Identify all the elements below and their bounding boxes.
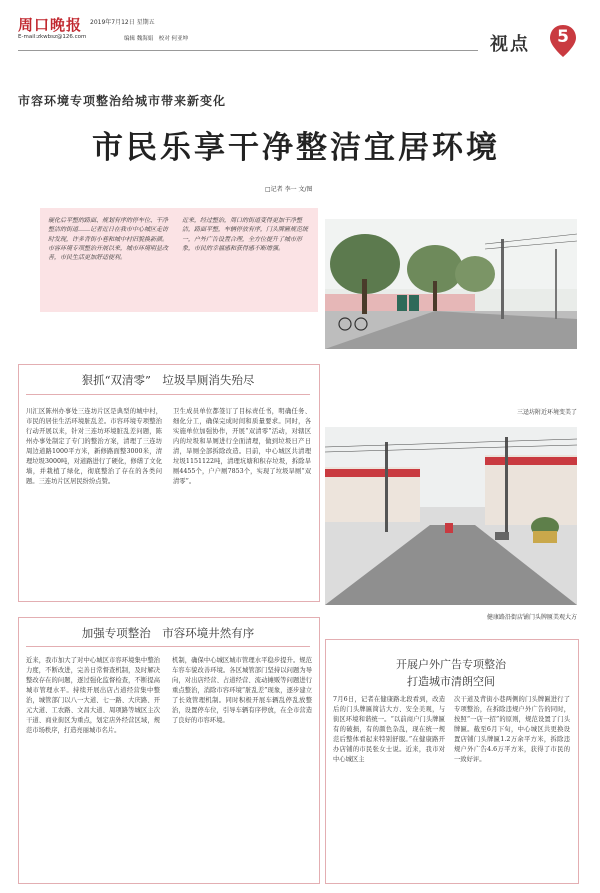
header-rule: [18, 50, 478, 51]
section3-text-col2: 次干道及背街小巷两侧的门头牌匾进行了专项整治，在拆除违规户外广告的同时，按照“一店一招”的原则，规范设置了门头牌匾。截至6月下旬，中心城区共更换设置店铺门头牌匾1.2万余平方米，拆除违规户外广告4.6万平方米，获得了市民的一致好评。: [454, 696, 570, 764]
photo1-caption: 三迳坊附近环境变美了: [516, 409, 577, 416]
section1-text-col2: 卫生成员单位都签订了目标责任书，明确任务、细化分工，确保完成时间和质量要求。同时，各实施单位加强协作，开展“双清零”活动，对辖区内的垃圾和旱厕进行全面清理，做到垃圾日产日清，旱厕全部拆除改造。目前，中心城区共清理垃圾1151122吨，清理坑塘和积存垃圾，拆除旱厕4455个，户户厕7853个，实现了垃圾旱厕“双清零”。: [173, 408, 311, 486]
section2-divider: [26, 646, 310, 647]
intro-text-col2: 近来，经过整治，周口的街道变得更加干净整洁，路面平整，车辆停放有序，门头牌匾规范统一，户外广告设置合理，全方位提升了城市形象，市民的幸福感和获得感不断增强。: [182, 217, 309, 252]
article-kicker: 市容环境专项整治给城市带来新变化: [18, 94, 227, 108]
editor-credits: 编辑 魏海娟 校对 何亚坤: [124, 36, 188, 42]
article-byline: □记者 李一 文/图: [265, 186, 313, 193]
article-headline: 市民乐享干净整洁宜居环境: [92, 130, 500, 166]
section3-title-line2: 打造城市清朗空间: [407, 675, 495, 689]
section2-text-col1: 近来，我市加大了对中心城区市容环境集中整治力度，不断改进，完善日常督查机制，及时解决整改存在的问题，逐过强化监督检查，不断提高城市管理水平。持续开展出店占道经营集中整治，城管部门以八一大道、七一路、大庆路、开元大道、工农路、文昌大道、周项路等城区主次干道、商业街区为重点，划定店外经营区域，规范市场秩序，打造亮丽城市名片。: [26, 657, 160, 735]
section1-text-col1: 川汇区陈州办事处三连坊片区是典型的城中村，市民的居住生活环境脏乱差。市容环境专项整治行动开展以来，针对三连坊环境脏乱差问题，陈州办事处制定了专门的整治方案，清理了三连坊周边道路1000平方米，新修路面整3000米，清理垃圾3000吨，对道路进行了硬化，修缮了文化墙，并栽植了绿化，彻底整治了存在的各类问题。三连坊片区居民纷纷点赞。: [26, 408, 162, 486]
page-number-badge: [549, 24, 577, 58]
section3-title-line1: 开展户外广告专项整治: [396, 658, 506, 671]
issue-date: 2019年7月12日 星期五: [90, 19, 155, 26]
intro-text-col1: 硬化后平整的路面、规划有序的停车位、干净整洁的街道……记者近日在我市中心城区走访时发现，许多背街小巷和城中村旧貌换新颜。市容环境专项整治开展以来，城市环境明显改善，市民生活更加舒适便利。: [48, 217, 169, 262]
section3-title: [325, 656, 577, 690]
section3-text-col1: 7月6日，记者在健康路北段看到，改造后的门头牌匾简洁大方、安全美观，与街区环境和谐统一。“以前商户门头牌匾有的破损，有的颜色杂乱，现在统一规范后整体看起来特别舒服。”在健康路开办店铺的市民张女士说。近来，我市对中心城区主: [333, 696, 445, 764]
editor-email: E-mail:zkwbsz@126.com: [18, 34, 87, 40]
section2-text-col2: 机制，确保中心城区城市管理水平稳步提升。规范车容车貌改善环境。各区城管部门坚持以问题为导向，对出店经营、占道经营、流动摊贩等问题进行重点整治，消除市容环境“脏乱差”现象，逐步建立了长效管理机制。同时积极开展车辆乱停乱放整治，设置停车位，引导车辆有序停放，在全市营造了良好的市容环境。: [172, 657, 312, 725]
photo-jiankang-road: [325, 427, 577, 605]
street-photo-1: [325, 219, 577, 349]
section1-divider: [26, 394, 310, 395]
street-photo-2: [325, 427, 577, 605]
page-number: 5: [557, 27, 569, 47]
photo-sanlianfang-street: [325, 219, 577, 349]
section1-title: 狠抓“双清零” 垃圾旱厕消失殆尽: [81, 373, 255, 387]
section2-title: 加强专项整治 市容环境井然有序: [81, 626, 255, 640]
newspaper-logo: 周口晚报: [18, 16, 83, 34]
photo2-caption: 健康路沿街店铺门头牌匾美观大方: [486, 614, 577, 621]
section-name: 视点: [490, 34, 530, 55]
